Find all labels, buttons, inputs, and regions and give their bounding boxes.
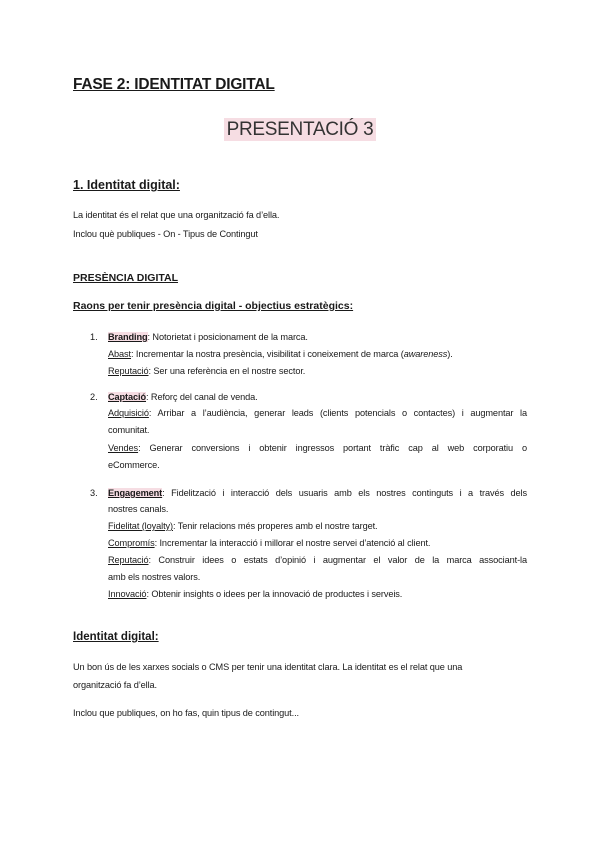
sub-term: Vendes	[108, 443, 139, 453]
item-term: Captació	[108, 392, 147, 402]
sub-term: Reputació	[108, 366, 149, 376]
item-text: Notorietat i posicionament de la marca.	[149, 332, 308, 342]
identity-includes-line: Inclou que publiques, on ho fas, quin tipus de contingut...	[73, 708, 299, 718]
reasons-heading: Raons per tenir presència digital - objectius estratègics:	[73, 300, 354, 312]
sub-item	[108, 555, 527, 565]
sub-text: : Generar conversions i obtenir ingressos portant tràfic cap al web corporatiu o	[138, 443, 527, 453]
sub-term: Adquisició	[108, 408, 149, 418]
sub-text: : Ser una referència en el nostre sector.	[148, 366, 306, 376]
item-sep: :	[146, 392, 149, 402]
item-term: Branding	[108, 332, 148, 342]
sub-text: : Obtenir insights o idees per la innovació de productes i serveis.	[146, 589, 403, 599]
list-number: 1.	[90, 332, 98, 342]
item-text: Fidelització i interacció dels usuaris amb els nostres continguts i a través dels	[164, 488, 527, 498]
identity-includes: Inclou què publiques - On - Tipus de Contingut	[73, 229, 258, 239]
sub-item-continuation: eCommerce.	[108, 460, 160, 470]
item-text: Reforç del canal de venda.	[148, 392, 258, 402]
identity-definition: La identitat és el relat que una organització fa d’ella.	[73, 210, 280, 220]
item-sep: :	[147, 332, 150, 342]
sub-term: Compromís	[108, 538, 155, 548]
list-number: 3.	[90, 488, 98, 498]
sub-item	[108, 589, 402, 599]
presentation-title-wrap	[0, 118, 600, 141]
sub-term: Innovació	[108, 589, 147, 599]
list-item-captacio	[108, 392, 258, 402]
phase-heading: FASE 2: IDENTITAT DIGITAL	[73, 76, 275, 93]
sub-term: Fidelitat (loyalty)	[108, 521, 173, 531]
list-number: 2.	[90, 392, 98, 402]
sub-term: Reputació	[108, 555, 149, 565]
sub-text: : Incrementar la interacció i millorar el nostre servei d’atenció al client.	[154, 538, 431, 548]
identity-paragraph-line: Un bon ús de les xarxes socials o CMS per tenir una identitat clara. La identitat es el relat que una	[73, 662, 463, 672]
sub-italic: awareness	[403, 349, 448, 359]
sub-text: : Construir idees o estats d’opinió i augmentar el valor de la marca associant-la	[148, 555, 527, 565]
sub-item-continuation: comunitat.	[108, 425, 150, 435]
item-sep: :	[162, 488, 165, 498]
presence-heading: PRESÈNCIA DIGITAL	[73, 272, 179, 284]
list-item-engagement	[108, 488, 527, 498]
identity-section-heading: Identitat digital:	[73, 631, 159, 643]
sub-item	[108, 521, 378, 531]
sub-term: Abast	[108, 349, 131, 359]
section-identity-heading: 1. Identitat digital:	[73, 178, 180, 192]
item-term: Engagement	[108, 488, 163, 498]
sub-after: ).	[447, 349, 453, 359]
sub-text: : Incrementar la nostra presència, visibilitat i coneixement de marca (	[131, 349, 404, 359]
list-item-branding	[108, 332, 308, 342]
item-continuation: nostres canals.	[108, 504, 169, 514]
identity-paragraph-line: organització fa d’ella.	[73, 680, 158, 690]
sub-item	[108, 366, 305, 376]
presentation-title: PRESENTACIÓ 3	[224, 118, 377, 141]
sub-text: : Arribar a l’audiència, generar leads (clients potencials o contactes) i augmentar la	[148, 408, 527, 418]
sub-item	[108, 349, 453, 359]
sub-item	[108, 443, 527, 453]
sub-item	[108, 408, 527, 418]
sub-item-continuation: amb els nostres valors.	[108, 572, 201, 582]
sub-item	[108, 538, 430, 548]
sub-text: : Tenir relacions més properes amb el nostre target.	[172, 521, 378, 531]
